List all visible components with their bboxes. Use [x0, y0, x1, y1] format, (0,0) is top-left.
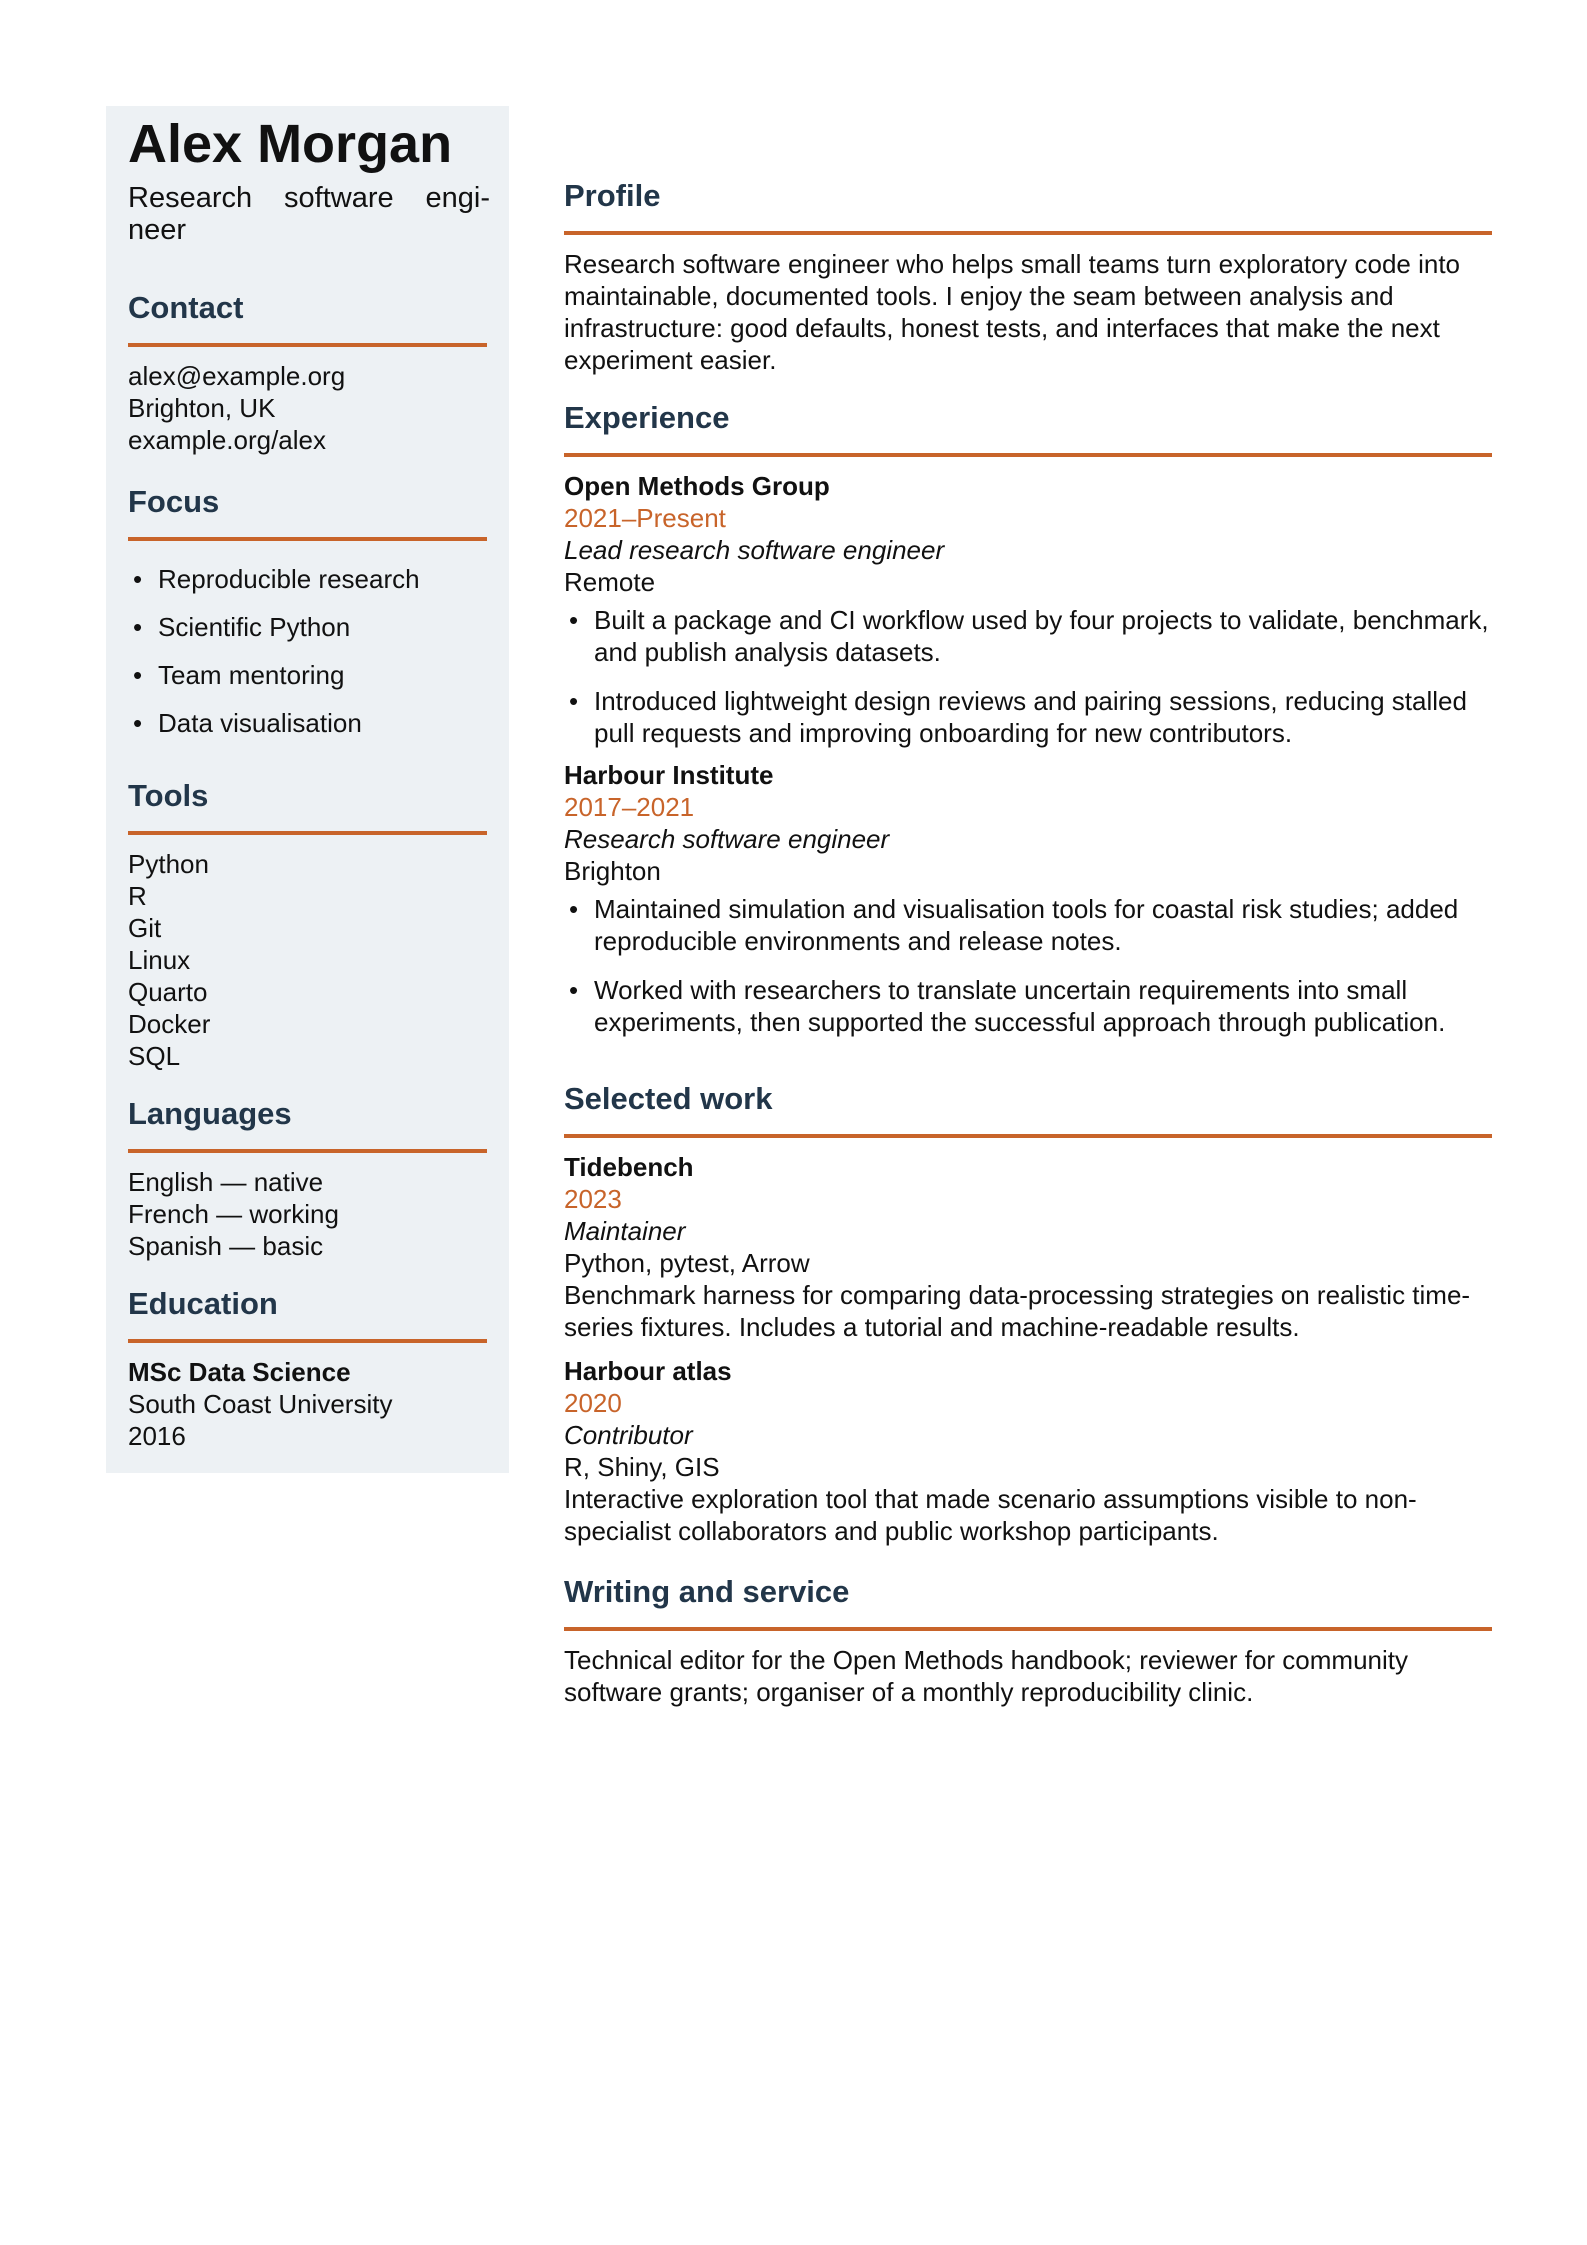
education-heading: Education: [128, 1286, 278, 1321]
work-year: 2020: [564, 1388, 622, 1418]
contact-website: example.org/alex: [128, 425, 326, 455]
focus-item: • Team mentoring: [128, 659, 487, 691]
job-highlight: • Maintained simulation and visualisation tools for coastal risk studies; added reproducible environments and release notes.: [564, 893, 1492, 957]
work-role: Maintainer: [564, 1216, 686, 1246]
job-highlight: • Built a package and CI workflow used by four projects to validate, benchmark, and publish analysis datasets.: [564, 604, 1492, 668]
section-divider: [128, 537, 487, 541]
tools-section: [128, 778, 487, 1072]
work-name: Tidebench: [564, 1152, 694, 1182]
tools-list: [128, 848, 487, 1072]
languages-heading: Languages: [128, 1096, 292, 1131]
job-highlights: [564, 893, 1492, 1038]
job-location: Remote: [564, 567, 656, 597]
writing-section: [564, 1574, 1492, 1708]
job-entry: [564, 759, 1492, 1038]
education-section: [128, 1286, 487, 1452]
job-dates: 2017–2021: [564, 792, 695, 822]
work-description: Interactive exploration tool that made scenario assumptions visible to non-specialist collaborators and public workshop participants.: [564, 1484, 1417, 1546]
language-item: Spanish — basic: [128, 1231, 324, 1261]
section-divider: [128, 1339, 487, 1343]
tool-item: Quarto: [128, 977, 208, 1007]
focus-item: • Reproducible research: [128, 563, 487, 595]
job-entry: [564, 470, 1492, 749]
section-divider: [564, 231, 1492, 235]
tool-item: Git: [128, 913, 162, 943]
focus-section: [128, 484, 487, 755]
job-highlight: • Worked with researchers to translate uncertain requirements into small experiments, then supported the successful approach through publication.: [564, 974, 1492, 1038]
education-school: South Coast University: [128, 1389, 393, 1419]
contact-location: Brighton, UK: [128, 393, 276, 423]
languages-list: [128, 1166, 487, 1262]
job-location: Brighton: [564, 856, 661, 886]
experience-section: [564, 400, 1492, 1055]
resume-tagline: Research software engi-neer: [128, 182, 490, 246]
section-divider: [128, 343, 487, 347]
languages-section: [128, 1096, 487, 1262]
writing-text: Technical editor for the Open Methods handbook; reviewer for community software grants; organiser of a monthly reproducibility clinic.: [564, 1645, 1408, 1707]
work-entry: [564, 1151, 1492, 1343]
job-role: Research software engineer: [564, 824, 890, 854]
work-stack: R, Shiny, GIS: [564, 1452, 720, 1482]
selected-work-section: [564, 1081, 1492, 1547]
tool-item: Python: [128, 849, 209, 879]
tools-heading: Tools: [128, 778, 209, 813]
work-name: Harbour atlas: [564, 1356, 732, 1386]
contact-heading: Contact: [128, 290, 244, 325]
profile-heading: Profile: [564, 178, 661, 213]
job-highlight: • Introduced lightweight design reviews and pairing sessions, reducing stalled pull requests and improving onboarding for new contributors.: [564, 685, 1492, 749]
profile-section: [564, 178, 1492, 376]
tool-item: Linux: [128, 945, 191, 975]
selected-work-heading: Selected work: [564, 1081, 773, 1116]
section-divider: [564, 453, 1492, 457]
contact-list: [128, 360, 487, 456]
language-item: English — native: [128, 1167, 324, 1197]
focus-item: • Data visualisation: [128, 707, 487, 739]
job-role: Lead research software engineer: [564, 535, 945, 565]
education-year: 2016: [128, 1421, 186, 1451]
writing-heading: Writing and service: [564, 1574, 850, 1609]
tool-item: SQL: [128, 1041, 181, 1071]
language-item: French — working: [128, 1199, 339, 1229]
job-organization: Harbour Institute: [564, 760, 774, 790]
education-entry: [128, 1356, 487, 1452]
work-year: 2023: [564, 1184, 622, 1214]
contact-email: alex@example.org: [128, 361, 346, 391]
section-divider: [564, 1627, 1492, 1631]
focus-item: • Scientific Python: [128, 611, 487, 643]
focus-list: [128, 563, 487, 739]
focus-heading: Focus: [128, 484, 220, 519]
job-highlights: [564, 604, 1492, 749]
tool-item: R: [128, 881, 147, 911]
job-organization: Open Methods Group: [564, 471, 830, 501]
profile-text: Research software engineer who helps small teams turn exploratory code into maintainable, documented tools. I enjoy the seam between analysis and infrastructure: good defaults, honest tests, and interfaces that make the next experiment easier.: [564, 249, 1461, 375]
section-divider: [128, 1149, 487, 1153]
contact-section: [128, 290, 487, 456]
education-degree: MSc Data Science: [128, 1357, 351, 1387]
work-stack: Python, pytest, Arrow: [564, 1248, 810, 1278]
section-divider: [564, 1134, 1492, 1138]
tool-item: Docker: [128, 1009, 211, 1039]
work-role: Contributor: [564, 1420, 693, 1450]
sidebar: [106, 106, 509, 1473]
section-divider: [128, 831, 487, 835]
work-description: Benchmark harness for comparing data-processing strategies on realistic time-series fixtures. Includes a tutorial and machine-readable results.: [564, 1280, 1471, 1342]
experience-heading: Experience: [564, 400, 730, 435]
work-entry: [564, 1355, 1492, 1547]
resume-name: Alex Morgan: [128, 114, 453, 174]
job-dates: 2021–Present: [564, 503, 726, 533]
